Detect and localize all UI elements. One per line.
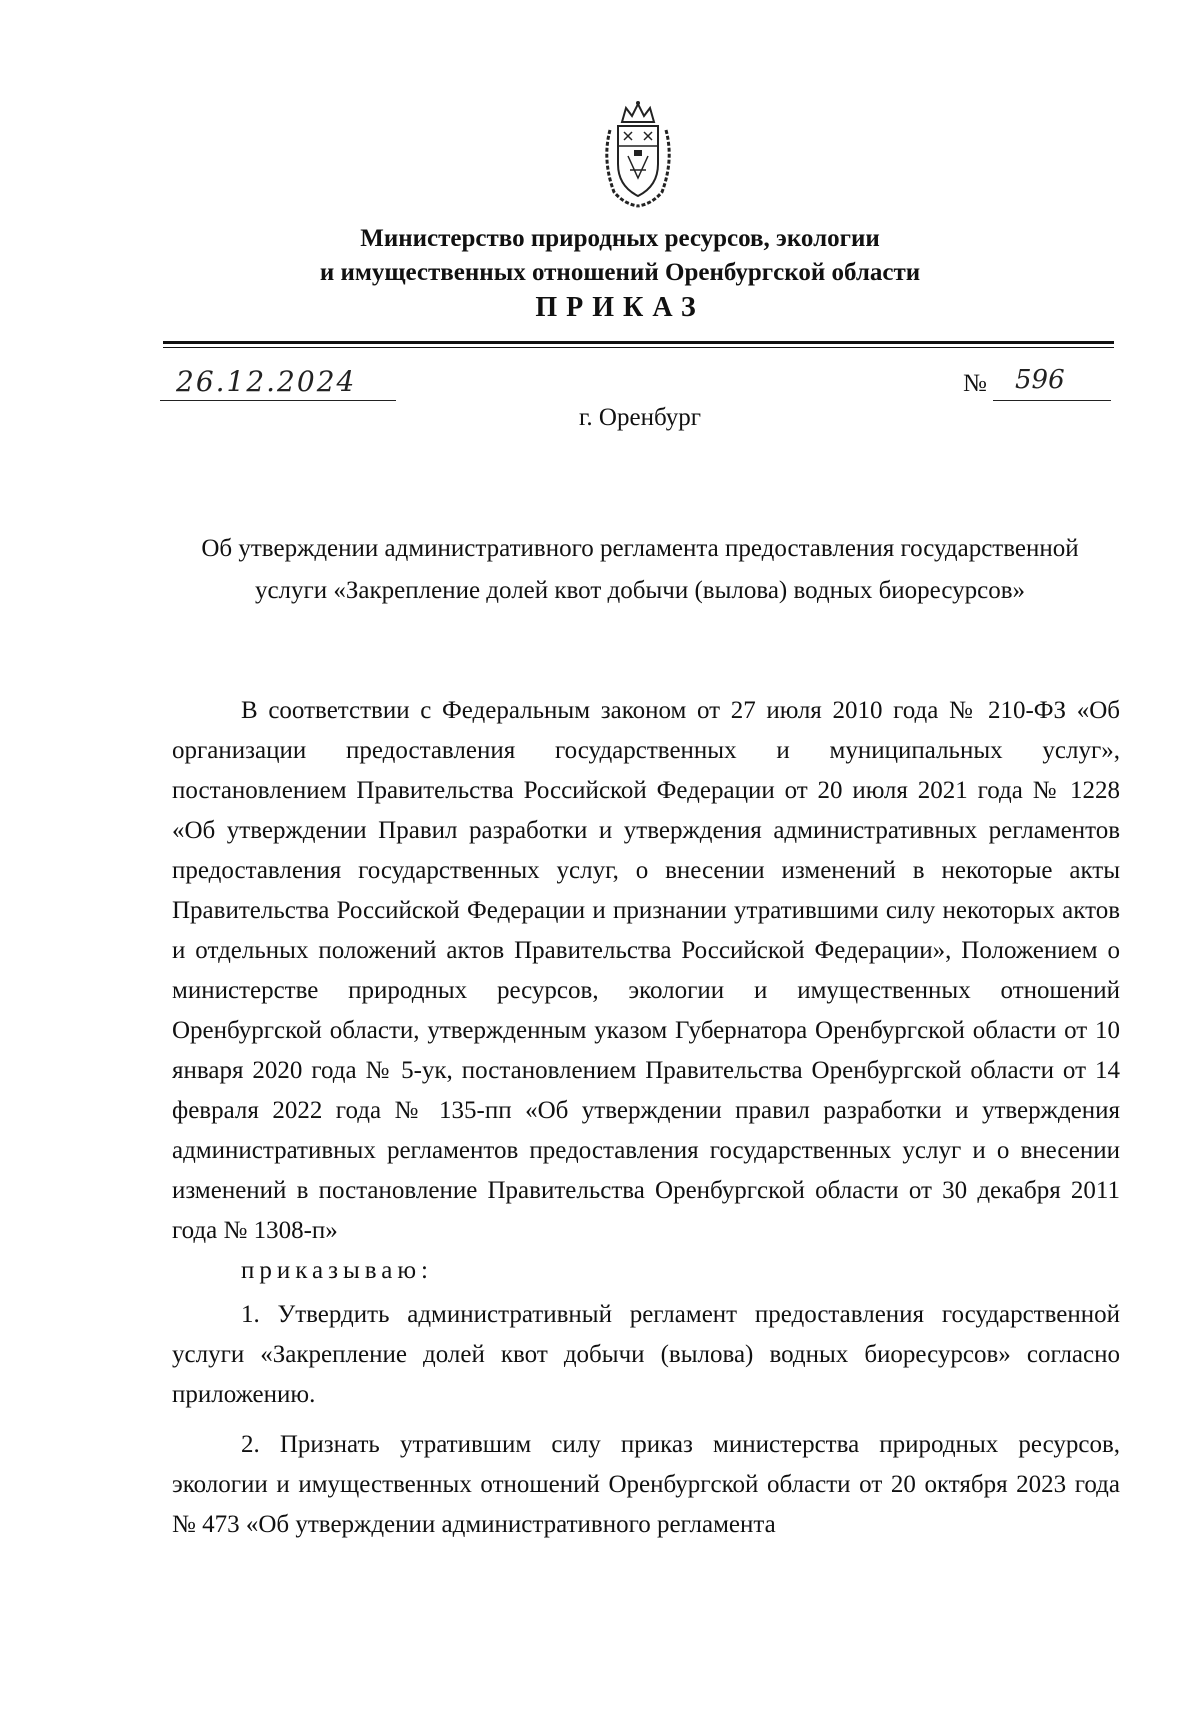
order-item-2: 2. Признать утратившим силу приказ министерства природных ресурсов, экологии и имущественных отношений Оренбургской области от 20 октября 2023 года № 473 «Об утверждении административного регламента <box>172 1431 1120 1538</box>
order-number-label: № <box>963 370 987 397</box>
city: г. Оренбург <box>579 404 701 431</box>
header-divider-thin <box>163 347 1114 348</box>
ministry-line-2: и имущественных отношений Оренбургской области <box>319 259 921 286</box>
ministry-line-1: Министерство природных ресурсов, экологии <box>360 225 880 252</box>
preamble-paragraph: В соответствии с Федеральным законом от 27 июля 2010 года № 210-ФЗ «Об организации предоставления государственных и муниципальных услуг», постановлением Правительства Российской Федерации от 20 июля 2021 года № 1228 «Об утверждении Правил разработки и утверждения административных регламентов предоставления государственных услуг, о внесении изменений в некоторые акты Правительства Российской Федерации и признании утратившими силу некоторых актов и отдельных положений актов Правительства Российской Федерации», Положением о министерстве природных ресурсов, экологии и имущественных отношений Оренбургской области, утвержденным указом Губернатора Оренбургской области от 10 января 2020 года № 5-ук, постановлением Правительства Оренбургской области от 14 февраля 2022 года № 135-пп «Об утверждении правил разработки и утверждения административных регламентов предоставления государственных услуг и о внесении изменений в постановление Правительства Оренбургской области от 30 декабря 2011 года № 1308-п» <box>172 697 1120 1244</box>
document-body <box>172 691 1120 1545</box>
header-divider <box>163 341 1114 344</box>
order-item-1: 1. Утвердить административный регламент предоставления государственной услуги «Закрепление долей квот добычи (вылова) водных биоресурсов» согласно приложению. <box>172 1301 1120 1408</box>
document-title: Об утверждении административного регламента предоставления государственной услуги «Закрепление долей квот добычи (вылова) водных биоресурсов» <box>201 535 1079 604</box>
order-date: 26.12.2024 <box>160 365 396 401</box>
coat-of-arms-icon <box>598 100 678 210</box>
ministry-name <box>240 222 1000 290</box>
document-type: ПРИКАЗ <box>535 292 705 323</box>
order-number: 596 <box>993 365 1111 401</box>
order-word: приказываю: <box>241 1257 433 1284</box>
